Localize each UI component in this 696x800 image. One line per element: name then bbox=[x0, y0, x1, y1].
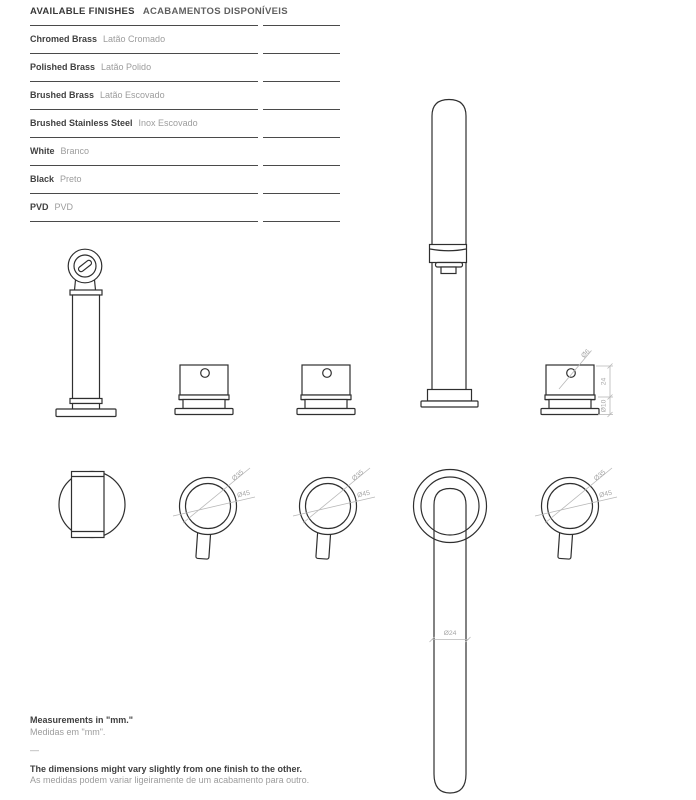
page-title-pt: ACABAMENTOS DISPONÍVEIS bbox=[142, 6, 288, 17]
note-variance-pt: As medidas podem variar ligeiramente de um acabamento para outro. bbox=[30, 775, 310, 785]
finish-name-en: White bbox=[30, 146, 55, 156]
finish-name-pt: Latão Polido bbox=[101, 62, 152, 72]
page-title-en: AVAILABLE FINISHES bbox=[30, 6, 135, 17]
finish-name-pt: Branco bbox=[60, 146, 90, 156]
finish-name-pt: Latão Escovado bbox=[100, 90, 165, 100]
handle-top-view-3 bbox=[535, 468, 617, 559]
finish-name-pt: Preto bbox=[60, 174, 82, 184]
finish-name-pt: Latão Cromado bbox=[103, 34, 166, 44]
dim-label-handle-height: 24 bbox=[600, 377, 608, 386]
note-units-en: Measurements in "mm." bbox=[30, 715, 134, 725]
diverter-top-view bbox=[59, 472, 125, 538]
note-units-pt: Medidas em "mm". bbox=[30, 726, 106, 737]
dim-label-pin-diameter: Ø6 bbox=[580, 348, 592, 360]
note-divider: — bbox=[30, 745, 39, 755]
finish-name-en: PVD bbox=[30, 202, 49, 212]
finish-name-pt: PVD bbox=[54, 202, 74, 212]
finish-name-en: Black bbox=[30, 174, 55, 184]
diverter-side-view bbox=[56, 249, 116, 416]
finish-name-en: Polished Brass bbox=[30, 62, 96, 72]
handle-side-view-1 bbox=[175, 365, 233, 415]
handle-top-view-2 bbox=[293, 468, 375, 559]
dim-label-base-height: Ø10 bbox=[600, 399, 608, 413]
handle-side-view-3 bbox=[541, 365, 599, 415]
finish-name-pt: Inox Escovado bbox=[138, 118, 198, 128]
handle-side-view-2 bbox=[297, 365, 355, 415]
spout-top-view bbox=[414, 470, 487, 794]
handle-top-view-1 bbox=[173, 468, 255, 559]
dim-label-spout-diameter: Ø24 bbox=[443, 630, 457, 637]
finish-name-en: Brushed Brass bbox=[30, 90, 95, 100]
finish-name-en: Brushed Stainless Steel bbox=[30, 118, 133, 128]
finish-name-en: Chromed Brass bbox=[30, 34, 98, 44]
footer-notes bbox=[30, 715, 309, 787]
spout-side-view bbox=[421, 100, 478, 408]
note-variance-en: The dimensions might vary slightly from one finish to the other. bbox=[30, 763, 303, 774]
